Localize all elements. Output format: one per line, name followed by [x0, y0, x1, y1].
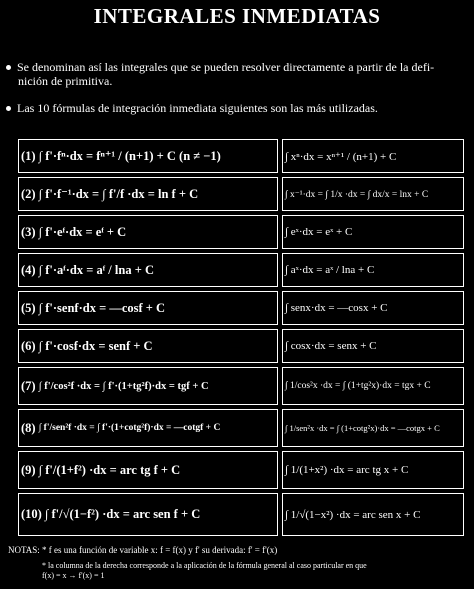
intro-bullet-formulas [6, 101, 466, 115]
bullet-icon [6, 106, 11, 111]
formula-row [18, 215, 464, 249]
general-formula [18, 493, 278, 536]
formula-row [18, 291, 464, 325]
formula-row [18, 139, 464, 173]
particular-formula [282, 291, 464, 325]
intro-bullet-definition [6, 60, 466, 88]
formula-number: (4) [21, 262, 36, 277]
particular-formula [282, 493, 464, 536]
formula-row [18, 177, 464, 211]
particular-formula-text: ∫ 1/cos²x ·dx = ∫ (1+tg²x)·dx = tgx + C [285, 381, 431, 391]
general-formula [18, 139, 278, 173]
formula-number: (7) [21, 378, 36, 393]
notes-line-3: f(x) = x → f'(x) = 1 [42, 571, 105, 580]
particular-formula-text: ∫ aˣ·dx = aˣ / lna + C [285, 264, 375, 276]
general-formula-text: ∫ f'/sen²f ·dx = ∫ f'·(1+cotg²f)·dx = —cotgf + C [38, 423, 221, 433]
general-formula [18, 409, 278, 447]
formula-number: (6) [21, 338, 36, 353]
general-formula-text: ∫ f'·eᶠ·dx = eᶠ + C [38, 224, 127, 239]
formula-number: (2) [21, 186, 36, 201]
page-title: INTEGRALES INMEDIATAS [93, 4, 381, 28]
general-formula-text: ∫ f'/cos²f ·dx = ∫ f'·(1+tg²f)·dx = tgf + C [38, 380, 209, 392]
formula-table [18, 139, 464, 536]
bullet-icon [6, 65, 11, 70]
formula-number: (5) [21, 300, 36, 315]
general-formula [18, 253, 278, 287]
formula-number: (10) [21, 507, 42, 521]
formula-number: (3) [21, 224, 36, 239]
general-formula [18, 177, 278, 211]
bullet-text-line1: Las 10 fórmulas de integración inmediata siguientes son las más utilizadas. [17, 101, 378, 115]
particular-formula [282, 139, 464, 173]
general-formula-text: ∫ f'/(1+f²) ·dx = arc tg f + C [38, 462, 181, 477]
particular-formula [282, 409, 464, 447]
general-formula [18, 291, 278, 325]
particular-formula-text: ∫ xⁿ·dx = xⁿ⁺¹ / (n+1) + C [285, 150, 397, 163]
particular-formula-text: ∫ 1/√(1−x²) ·dx = arc sen x + C [285, 508, 421, 521]
notes-line-2: * la columna de la derecha corresponde a la aplicación de la fórmula general al caso particular en que [42, 561, 367, 570]
particular-formula [282, 253, 464, 287]
particular-formula-text: ∫ 1/sen²x ·dx = ∫ (1+cotg²x)·dx = —cotgx + C [285, 423, 440, 433]
general-formula [18, 215, 278, 249]
bullet-text-line2: nición de primitiva. [18, 74, 113, 88]
general-formula-text: ∫ f'·f⁻¹·dx = ∫ f'/f ·dx = ln f + C [38, 187, 199, 201]
formula-number: (9) [21, 462, 36, 477]
particular-formula-text: ∫ x⁻¹·dx = ∫ 1/x ·dx = ∫ dx/x = lnx + C [285, 189, 429, 200]
particular-formula [282, 215, 464, 249]
formula-row [18, 451, 464, 489]
notes-line-1: NOTAS: * f es una función de variable x: f = f(x) y f' su derivada: f' = f'(x) [8, 545, 278, 555]
formula-number: (8) [21, 420, 36, 435]
particular-formula-text: ∫ cosx·dx = senx + C [285, 340, 377, 352]
particular-formula [282, 367, 464, 405]
particular-formula [282, 451, 464, 489]
bullet-text-line1: Se denominan así las integrales que se pueden resolver directamente a partir de la defi- [17, 60, 435, 74]
particular-formula [282, 177, 464, 211]
general-formula-text: ∫ f'·cosf·dx = senf + C [38, 338, 153, 353]
formula-row [18, 493, 464, 536]
particular-formula-text: ∫ eˣ·dx = eˣ + C [285, 226, 353, 238]
general-formula-text: ∫ f'·fⁿ·dx = fⁿ⁺¹ / (n+1) + C (n ≠ −1) [38, 149, 221, 163]
formula-row [18, 329, 464, 363]
formula-row [18, 253, 464, 287]
general-formula-text: ∫ f'/√(1−f²) ·dx = arc sen f + C [44, 507, 201, 521]
particular-formula-text: ∫ senx·dx = —cosx + C [285, 302, 388, 314]
general-formula [18, 329, 278, 363]
particular-formula-text: ∫ 1/(1+x²) ·dx = arc tg x + C [285, 464, 409, 476]
particular-formula [282, 329, 464, 363]
general-formula-text: ∫ f'·aᶠ·dx = aᶠ / lna + C [38, 262, 154, 277]
general-formula-text: ∫ f'·senf·dx = —cosf + C [38, 300, 166, 315]
general-formula [18, 451, 278, 489]
general-formula [18, 367, 278, 405]
formula-number: (1) [21, 148, 36, 163]
formula-row [18, 409, 464, 447]
formula-row [18, 367, 464, 405]
